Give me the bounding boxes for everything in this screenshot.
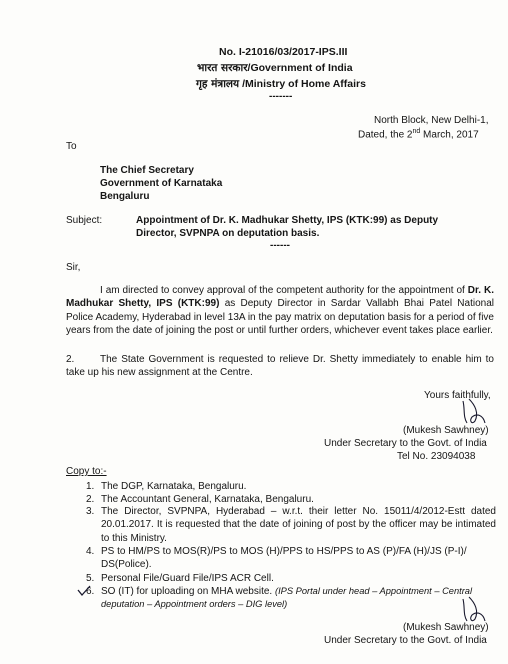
copy-to-label: Copy to:- — [66, 466, 107, 477]
addressee-line2: Government of Karnataka — [100, 178, 223, 189]
salutation: Sir, — [66, 262, 81, 273]
closing: Yours faithfully, — [424, 390, 491, 401]
subject-line1: Appointment of Dr. K. Madhukar Shetty, IPS (KTK:99) as Deputy — [136, 215, 439, 226]
subject-label: Subject: — [66, 215, 103, 226]
copy-item-num: 6. — [86, 586, 95, 597]
subject-line2: Director, SVPNPA on deputation basis. — [136, 228, 320, 239]
government-line — [197, 61, 353, 75]
file-number: No. I-21016/03/2017-IPS.III — [219, 46, 348, 58]
government-hindi: भारत सरकार — [197, 62, 248, 74]
government-sep: / — [247, 62, 251, 74]
paragraph-2 — [66, 353, 494, 380]
copy-item-text: Personal File/Guard File/IPS ACR Cell. — [101, 573, 274, 584]
copy-item-text: The DGP, Karnataka, Bengaluru. — [101, 481, 247, 492]
subject-divider: ------ — [270, 240, 290, 251]
signatory-designation: Under Secretary to the Govt. of India — [324, 438, 487, 449]
copy-item-num: 1. — [86, 481, 95, 492]
date-sup: nd — [412, 128, 421, 135]
copy-item-num: 4. — [86, 546, 95, 557]
ministry-sep: / — [242, 78, 245, 90]
addressee-line3: Bengaluru — [100, 191, 150, 202]
officer-name: Dr. K. Madhukar Shetty, IPS (KTK:99) — [66, 285, 494, 310]
signatory2-designation: Under Secretary to the Govt. of India — [324, 635, 487, 646]
addressee-line1: The Chief Secretary — [100, 165, 194, 176]
date-line — [358, 128, 479, 140]
copy-item-num: 2. — [86, 494, 95, 505]
signatory-name: (Mukesh Sawhney) — [403, 425, 489, 436]
signature-1 — [455, 395, 495, 429]
signatory-tel: Tel No. 23094038 — [397, 451, 476, 462]
copy-item-6-text: SO (IT) for uploading on MHA website. — [101, 586, 273, 597]
signatory2-name: (Mukesh Sawhney) — [403, 622, 489, 633]
para1-lead: I am directed to convey approval of the competent authority for the appointment of — [100, 285, 465, 296]
copy-item-num: 5. — [86, 573, 95, 584]
date-prefix: Dated, the 2 — [358, 129, 413, 141]
ministry-hindi: गृह मंत्रालय — [196, 78, 240, 90]
to-label: To — [66, 141, 77, 152]
copy-item-text — [101, 585, 496, 612]
date-suffix: March, 2017 — [420, 129, 479, 141]
para1-rest: as Deputy Director in Sardar Vallabh Bhai Patel National Police Academy, Hyderabad in level 13A in the pay matrix on deputation basis for a period of five years from the date of joining the post or until further orders, whichever event takes place earlier. — [66, 298, 494, 337]
place: North Block, New Delhi-1, — [374, 115, 489, 126]
ministry-english: Ministry of Home Affairs — [245, 78, 366, 90]
ministry-line — [196, 77, 366, 91]
tick-mark-icon — [76, 584, 95, 598]
para2-text: The State Government is requested to relieve Dr. Shetty immediately to enable him to take up his new assignment at the Centre. — [66, 354, 494, 379]
copy-item-num: 3. — [86, 506, 95, 517]
header-divider: ------- — [269, 91, 293, 102]
copy-item-text: The Director, SVPNPA, Hyderabad – w.r.t. their letter No. 15011/4/2012-Estt dated 20.01.2017. It is requested that the date of joining of post by the officer may be intimated to this Ministry. — [101, 506, 496, 544]
government-english: Government of India — [250, 62, 353, 74]
para2-num: 2. — [66, 354, 75, 365]
copy-item-text: PS to HM/PS to MOS(R)/PS to MOS (H)/PPS to HS/PPS to AS (P)/FA (H)/JS (P-I)/ DS(Police). — [101, 546, 467, 571]
paragraph-1 — [66, 284, 494, 338]
copy-item-6-note: (IPS Portal under head – Appointment – Central deputation – Appointment orders – DIG level) — [101, 586, 473, 610]
copy-item-text: The Accountant General, Karnataka, Bengaluru. — [101, 494, 314, 505]
